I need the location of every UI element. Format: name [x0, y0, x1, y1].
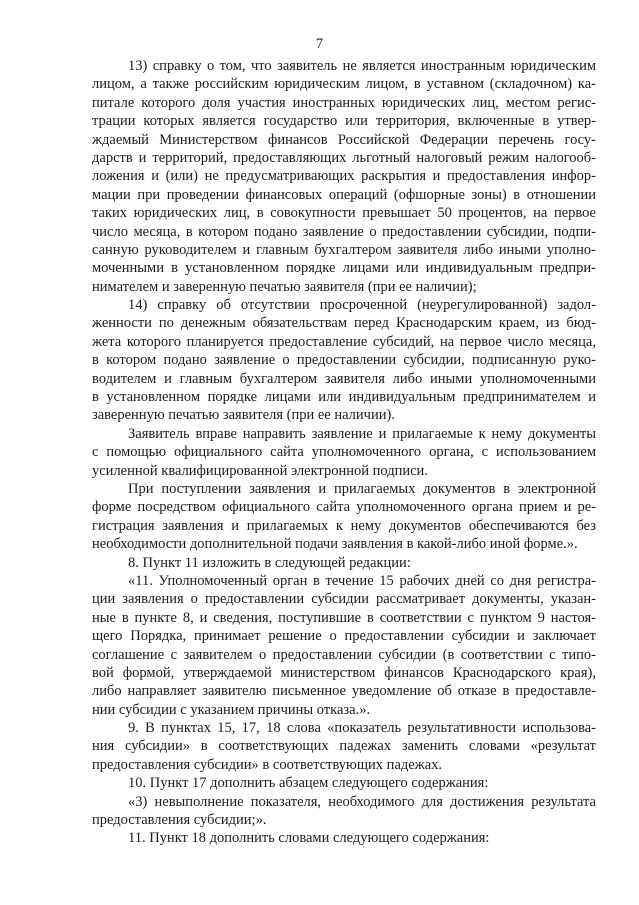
text-line: усиленной квалифицированной электронной подписи. — [92, 462, 428, 479]
text-line: с помощью официального сайта уполномоченного органа, с использованием — [92, 444, 596, 461]
text-line: ждаемый Министерством финансов Российской Федерации перечень госу- — [92, 131, 596, 148]
text-line: 13) справку о том, что заявитель не является иностранным юридическим — [128, 58, 596, 74]
text-line: трации которых является государство или территория, включенные в утвер- — [92, 113, 596, 130]
text-line: заверенную печатью заявителя (при ее наличии). — [92, 407, 395, 424]
page-number: 7 — [315, 36, 324, 52]
text-line: предоставления субсидии;». — [92, 812, 267, 829]
text-line: мации при проведении финансовых операций (офшорные зоны) в отношении — [92, 186, 596, 203]
text-line: «3) невыполнение показателя, необходимого для достижения результата — [128, 793, 596, 810]
text-line: щего Порядка, принимает решение о предоставлении субсидии и заключает — [92, 628, 596, 645]
text-line: 14) справку об отсутствии просроченной (неурегулированной) задол- — [128, 297, 596, 314]
text-line: соглашение с заявителем о предоставлении субсидии (в соответствии с типо- — [92, 646, 596, 663]
text-line: моченными в установленном порядке лицами или индивидуальным предпри- — [92, 260, 596, 277]
text-line: При поступлении заявления и прилагаемых документов в электронной — [128, 480, 596, 497]
text-line: женности по денежным обязательствам перед Краснодарским краем, из бюд- — [92, 315, 596, 332]
text-line: в котором подано заявление о предоставлении субсидии, подписанную руко- — [92, 352, 596, 369]
text-line: 11. Пункт 18 дополнить словами следующего содержания: — [128, 830, 490, 847]
text-line: 9. В пунктах 15, 17, 18 слова «показатель результативности использова- — [128, 720, 596, 737]
document-body — [92, 57, 596, 848]
text-line: предоставления субсидии» в соответствующих падежах. — [92, 756, 443, 773]
text-line: в установленном порядке лицами или индивидуальным предпринимателем и — [92, 389, 596, 406]
text-line: 10. Пункт 17 дополнить абзацем следующего содержания: — [128, 775, 489, 792]
text-line: «11. Уполномоченный орган в течение 15 рабочих дней со дня регистра- — [128, 572, 596, 589]
text-line: питале которого доля участия иностранных юридических лиц, местом регис- — [92, 94, 596, 111]
text-line: лицом, а также российским юридическим лицом, в уставном (складочном) ка- — [92, 76, 596, 93]
text-line: вой формой, утверждаемой министерством финансов Краснодарского края), — [92, 664, 596, 681]
text-line: ния субсидии» в соответствующих падежах заменить словами «результат — [92, 738, 596, 755]
text-line: таких юридических лиц, в совокупности превышает 50 процентов, на первое — [92, 205, 596, 222]
text-line: число месяца, в котором подано заявление о предоставлении субсидии, подпи- — [92, 223, 596, 240]
text-line: жета которого планируется предоставление субсидий, на первое число месяца, — [92, 333, 596, 350]
text-line: необходимости дополнительной подачи заявления в какой-либо иной форме.». — [92, 536, 578, 553]
text-line: форме посредством официального сайта уполномоченного органа прием и ре- — [92, 499, 596, 516]
text-line: ные в пункте 8, и сведения, поступившие в соответствии с пунктом 9 настоя- — [92, 609, 596, 626]
text-line: ции заявления о предоставлении субсидии рассматривает документы, указан- — [92, 591, 596, 608]
text-line: ложения и (или) не предусматривающих раскрытия и предоставления инфор- — [92, 168, 596, 185]
text-line: либо направляет заявителю письменное уведомление об отказе в предоставле- — [92, 683, 596, 700]
text-line: санную руководителем и главным бухгалтером заявителя либо иными уполно- — [92, 241, 596, 258]
text-line: Заявитель вправе направить заявление и прилагаемые к нему документы — [128, 425, 596, 442]
text-line: нии субсидии с указанием причины отказа.». — [92, 701, 371, 718]
text-line: 8. Пункт 11 изложить в следующей редакции: — [128, 554, 411, 571]
text-line: гистрация заявления и прилагаемых к нему документов обеспечиваются без — [92, 517, 596, 534]
text-line: дарств и территорий, предоставляющих льготный налоговый режим налогооб- — [92, 149, 596, 166]
text-line: водителем и главным бухгалтером заявителя либо иными уполномоченными — [92, 370, 596, 387]
text-line: нимателем и заверенную печатью заявителя (при ее наличии); — [92, 278, 477, 295]
